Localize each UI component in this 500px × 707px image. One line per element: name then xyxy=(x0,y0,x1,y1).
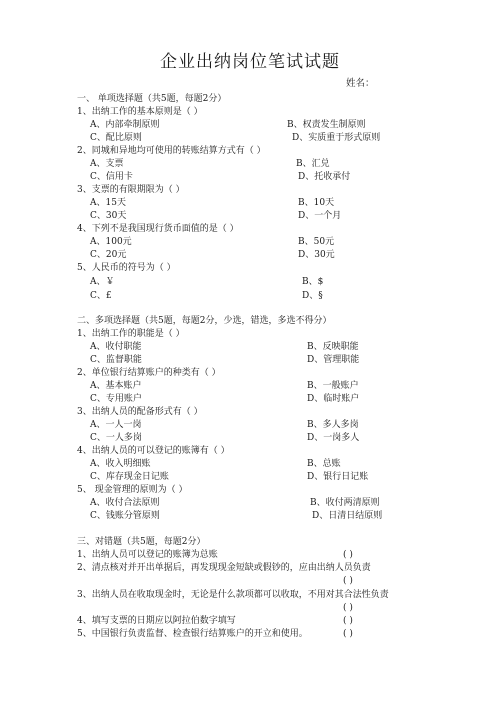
s1-q2-option-c: C、信用卡 xyxy=(90,172,133,182)
s2-q5-option-a: A、收付合法原则 xyxy=(90,498,160,508)
s3-item4-answer-blank: ( ) xyxy=(343,616,353,626)
s1-q5: 5、人民币的符号为（ ） xyxy=(77,263,176,273)
s1-q4: 4、下列不是我国现行货币面值的是（ ） xyxy=(77,224,239,234)
s1-q5-option-a: A、￥ xyxy=(90,277,115,287)
s1-q2-option-b: B、汇兑 xyxy=(296,159,330,169)
s1-q1-option-c: C、配比原则 xyxy=(90,133,142,143)
s1-q1-option-d: D、实质重于形式原则 xyxy=(292,133,381,143)
s1-q2-option-d: D、托收承付 xyxy=(298,172,351,182)
s1-q3-option-c: C、30天 xyxy=(90,211,127,221)
s2-q2-option-c: C、专用账户 xyxy=(90,394,142,404)
s3-item3-answer-blank: ( ) xyxy=(343,603,353,613)
s2-q5: 5、 现金管理的原则为（ ） xyxy=(77,485,188,495)
s3-item2-text: 2、清点核对并开出单据后，再发现现金短缺或假钞的，应由出纳人员负责 xyxy=(77,563,371,573)
s2-q5-option-d: D、日清日结原则 xyxy=(312,511,383,521)
s2-q4-option-b: B、总账 xyxy=(307,459,341,469)
s2-q5-option-b: B、收付两清原则 xyxy=(310,498,380,508)
s1-q5-option-d: D、§ xyxy=(302,291,323,301)
s2-q1-option-a: A、收付职能 xyxy=(90,342,142,352)
s2-q3: 3、出纳人员的配备形式有（ ） xyxy=(77,407,203,417)
s2-q2-option-b: B、一般账户 xyxy=(307,381,359,391)
s1-q5-option-b: B、$ xyxy=(302,277,324,287)
s2-q3-option-a: A、一人一岗 xyxy=(90,420,142,430)
s2-q1-option-d: D、管理职能 xyxy=(307,355,360,365)
s2-q4-option-a: A、收入明细账 xyxy=(90,459,151,469)
s1-q5-option-c: C、£ xyxy=(90,291,112,301)
s1-q3-option-a: A、15天 xyxy=(90,198,126,208)
s1-q1-option-b: B、权责发生制原则 xyxy=(287,120,366,130)
s3-item1-text: 1、出纳人员可以登记的账簿为总账 xyxy=(77,550,218,560)
s2-q4-option-d: D、银行日记账 xyxy=(307,472,369,482)
s2-q3-option-b: B、多人多岗 xyxy=(307,420,359,430)
s1-q1-option-a: A、内部牵制原则 xyxy=(90,120,160,130)
s1-q3-option-b: B、10天 xyxy=(298,198,335,208)
s1-q4-option-d: D、30元 xyxy=(298,250,335,260)
s1-q4-option-b: B、50元 xyxy=(298,237,335,247)
s2-q4: 4、出纳人员的可以登记的账簿有（ ） xyxy=(77,446,230,456)
s2-q2-option-d: D、临时账户 xyxy=(307,394,360,404)
s3-item5-text: 5、中国银行负责监督、检查银行结算账户的开立和使用。 xyxy=(77,629,308,639)
s1-q4-option-a: A、100元 xyxy=(90,237,132,247)
s2-q1-option-c: C、监督职能 xyxy=(90,355,142,365)
section1-heading: 一、 单项选择题（共5题，每题2分） xyxy=(77,94,227,104)
s1-q3: 3、支票的有限期限为（ ） xyxy=(77,185,185,195)
s1-q1: 1、出纳工作的基本原则是（ ） xyxy=(77,107,203,117)
s2-q2-option-a: A、基本账户 xyxy=(90,381,142,391)
s2-q3-option-d: D、一岗多人 xyxy=(307,433,360,443)
section2-heading: 二、多项选择题（共5题，每题2分，少选，错选，多选不得分） xyxy=(77,316,332,326)
s3-item5-answer-blank: ( ) xyxy=(343,629,353,639)
s3-item4-text: 4、填写支票的日期应以阿拉伯数字填写 xyxy=(77,616,236,626)
s3-item2-answer-blank: ( ) xyxy=(343,576,353,586)
s3-item3-text: 3、出纳人员在收取现金时，无论是什么款项都可以收取，不用对其合法性负责 xyxy=(77,590,389,600)
s2-q5-option-c: C、钱账分管原则 xyxy=(90,511,160,521)
s1-q4-option-c: C、20元 xyxy=(90,250,127,260)
s2-q1: 1、出纳工作的职能是（ ） xyxy=(77,329,185,339)
section3-heading: 三、对错题（共5题，每题2分） xyxy=(77,537,206,547)
s2-q1-option-b: B、反映职能 xyxy=(307,342,359,352)
s1-q2-option-a: A、支票 xyxy=(90,159,124,169)
s2-q4-option-c: C、库存现金日记账 xyxy=(90,472,169,482)
page-title: 企业出纳岗位笔试试题 xyxy=(160,52,340,72)
s1-q3-option-d: D、一个月 xyxy=(298,211,342,221)
s1-q2: 2、同城和异地均可使用的转账结算方式有（ ） xyxy=(77,146,266,156)
s2-q2: 2、单位银行结算账户的种类有（ ） xyxy=(77,368,221,378)
s2-q3-option-c: C、一人多岗 xyxy=(90,433,142,443)
name-label: 姓名： xyxy=(346,78,375,89)
s3-item1-answer-blank: ( ) xyxy=(343,550,353,560)
